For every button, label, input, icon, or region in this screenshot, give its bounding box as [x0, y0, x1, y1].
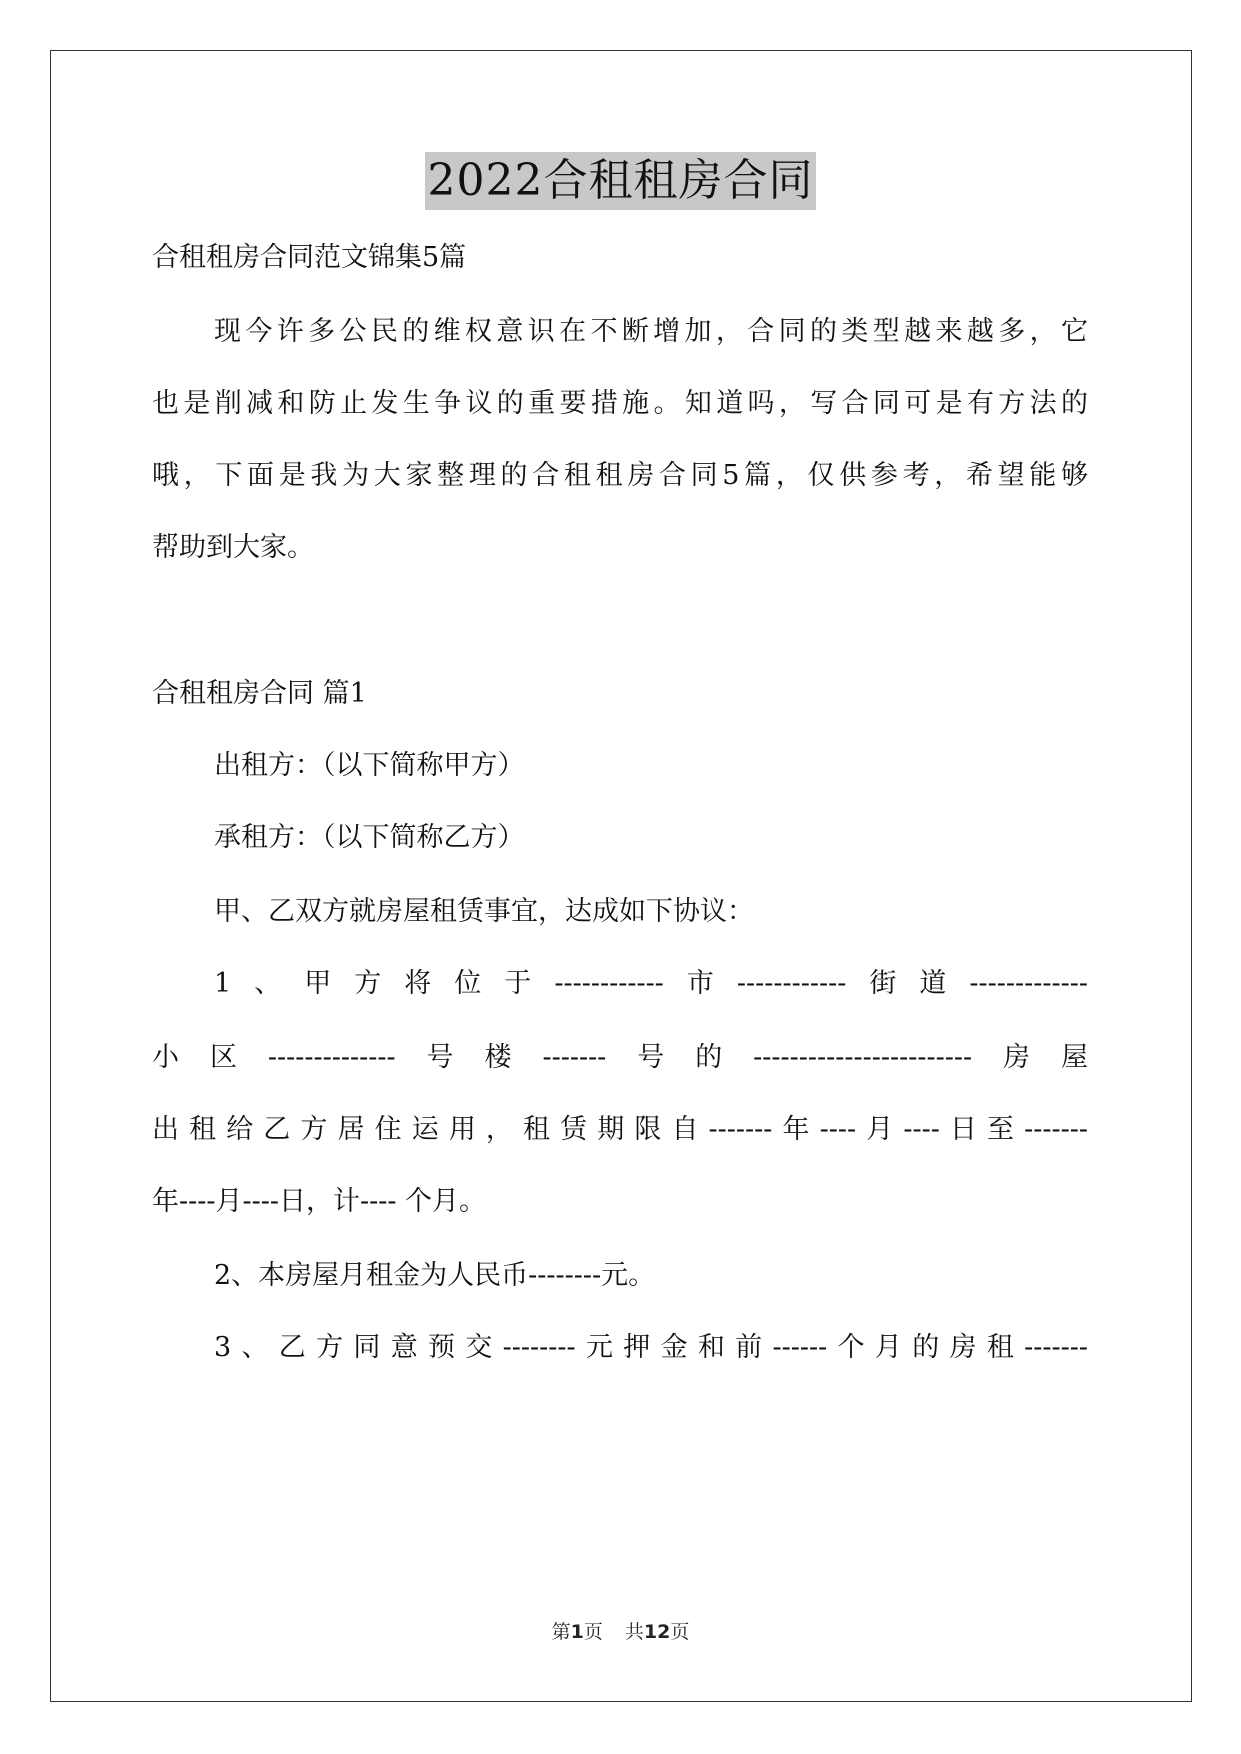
page-suffix: 页 [583, 1621, 603, 1643]
document-title: 2022合租租房合同 [425, 152, 817, 210]
intro-line-4: 帮助到大家。 [152, 532, 314, 563]
clause1-line-4: 年----月----日，计---- 个月。 [152, 1186, 487, 1217]
page-current: 1 [570, 1621, 584, 1643]
document-subtitle: 合租租房合同范文锦集5篇 [152, 242, 467, 273]
clause1-line-1: 1、甲方将位于------------市------------街道------------- [214, 968, 1088, 999]
intro-line-3: 哦，下面是我为大家整理的合租租房合同5篇，仅供参考，希望能够 [152, 460, 1088, 491]
clause3-line: 3、乙方同意预交--------元押金和前------个月的房租------- [214, 1332, 1088, 1363]
clause1-line-3: 出租给乙方居住运用，租赁期限自-------年----月----日至------- [152, 1114, 1088, 1145]
page-prefix: 第 [551, 1621, 571, 1643]
page-footer [0, 1620, 1241, 1644]
title-container [0, 152, 1241, 210]
section-heading: 合租租房合同 篇1 [152, 678, 367, 709]
intro-line-2: 也是削减和防止发生争议的重要措施。知道吗，写合同可是有方法的 [152, 388, 1088, 419]
lessor-line: 出租方：（以下简称甲方） [214, 750, 525, 781]
agreement-line: 甲、乙双方就房屋租赁事宜，达成如下协议： [214, 896, 754, 927]
intro-line-1: 现今许多公民的维权意识在不断增加，合同的类型越来越多，它 [214, 316, 1088, 347]
clause2-line: 2、本房屋月租金为人民币--------元。 [214, 1260, 656, 1291]
page-border [50, 50, 1192, 1702]
page-total: 12 [643, 1621, 671, 1643]
total-suffix: 页 [670, 1621, 690, 1643]
total-prefix: 共 [624, 1621, 644, 1643]
clause1-line-2: 小区--------------号楼-------号的------------------------房屋 [152, 1042, 1088, 1073]
lessee-line: 承租方：（以下简称乙方） [214, 822, 525, 853]
